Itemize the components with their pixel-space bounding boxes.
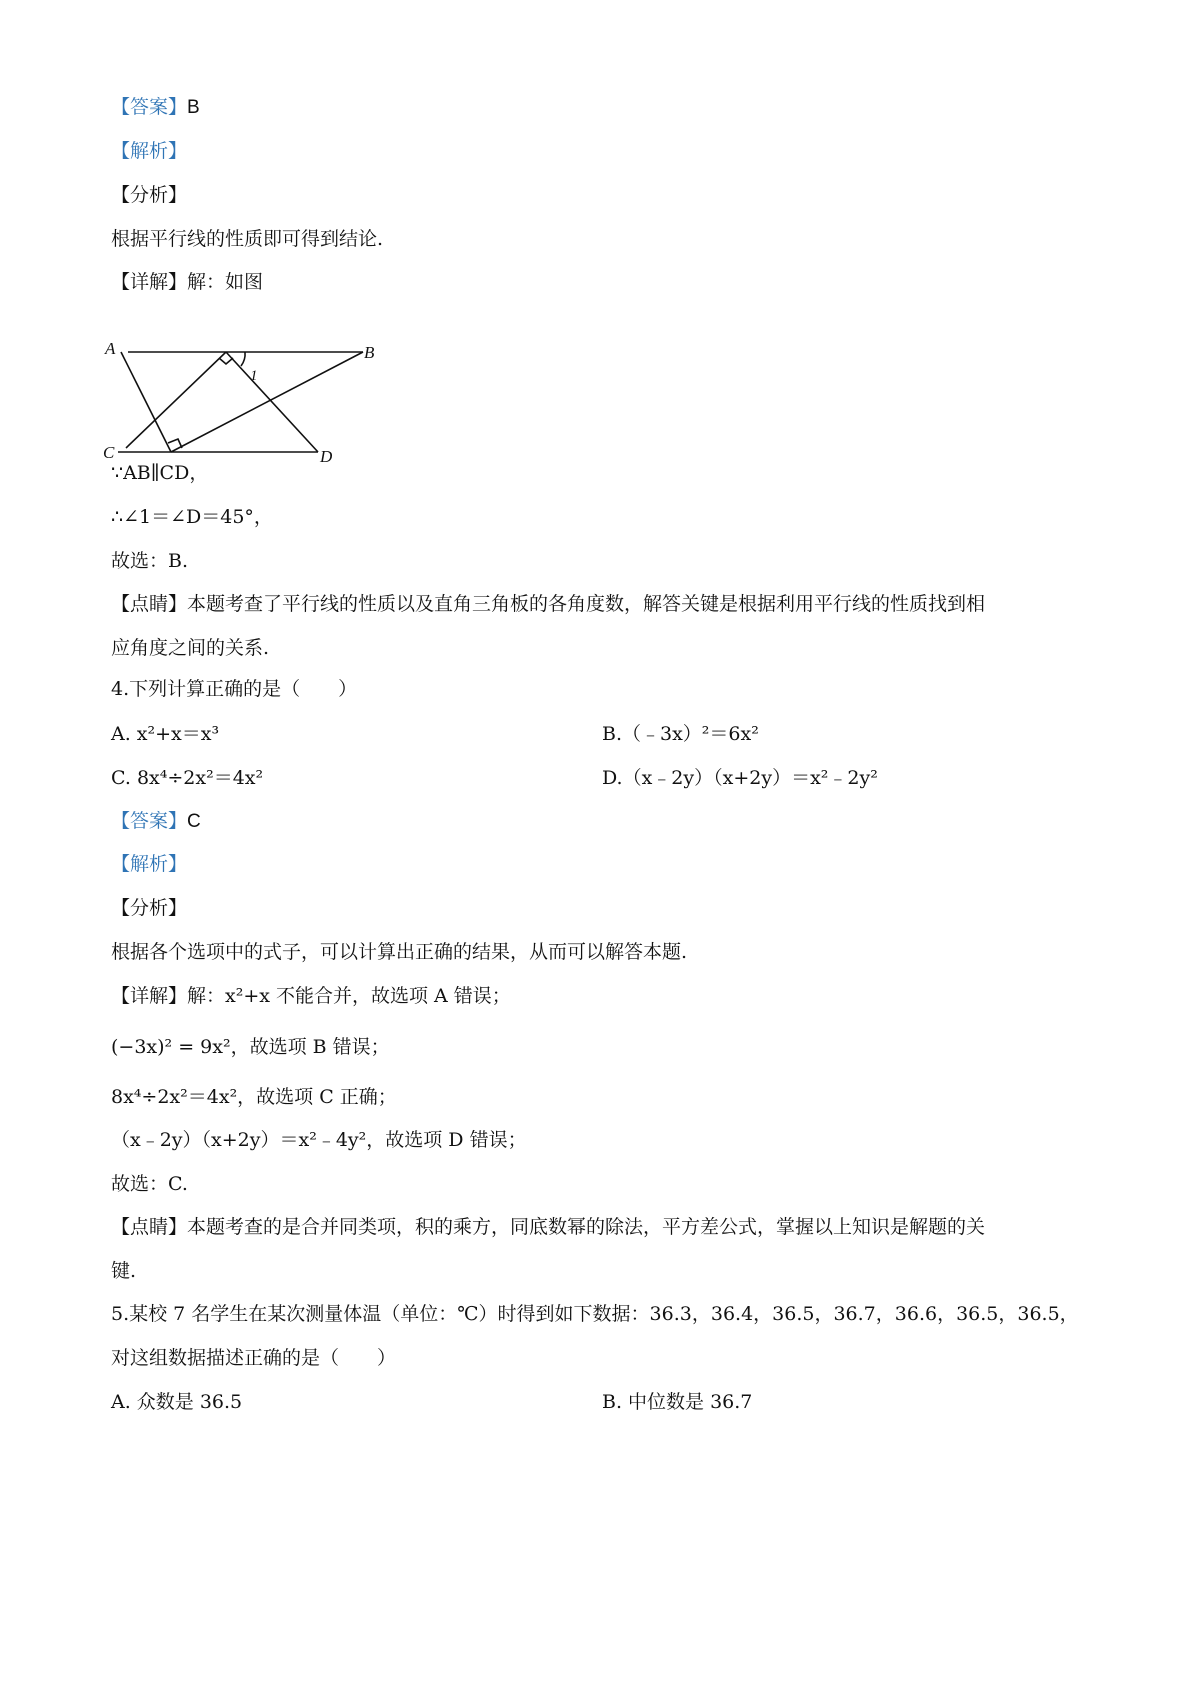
xiangjie-line-2: (−3x)² = 9x²，故选项 B 错误； — [111, 1036, 390, 1058]
line-a-right-angle — [121, 352, 171, 452]
line-c-top — [126, 352, 226, 448]
dianjing-line-2: 应角度之间的关系. — [111, 637, 270, 659]
xiangjie-line-1: 【详解】解：x²+x 不能合并，故选项 A 错误； — [111, 985, 511, 1007]
line-top-d — [226, 352, 318, 452]
answer-line-q3 — [111, 94, 200, 121]
therefore-line: ∴∠1＝∠D＝45°， — [111, 506, 273, 528]
answer-tag: 【答案】 — [111, 96, 188, 118]
q4-option-d: D.（x﹣2y）（x+2y）＝x²﹣2y² — [602, 767, 878, 789]
label-d: D — [320, 447, 333, 466]
because-line: ∵AB∥CD， — [111, 462, 209, 484]
q5-option-a: A. 众数是 36.5 — [111, 1391, 243, 1413]
choose-line: 故选：C. — [111, 1173, 188, 1195]
xiangjie-line-3: 8x⁴÷2x²＝4x²，故选项 C 正确； — [111, 1086, 397, 1108]
jiexi-tag: 【解析】 — [111, 853, 188, 875]
q5-option-b: B. 中位数是 36.7 — [602, 1391, 753, 1413]
choose-line: 故选：B. — [111, 550, 189, 572]
xiangjie-text: 【详解】解：如图 — [111, 271, 264, 293]
dianjing-line-2: 键. — [111, 1260, 137, 1282]
angle-1-arc — [241, 352, 245, 366]
fenxi-tag: 【分析】 — [111, 184, 188, 206]
jiexi-tag: 【解析】 — [111, 140, 188, 162]
parallel-lines-figure — [103, 336, 388, 476]
label-b: B — [364, 343, 375, 362]
xiangjie-line-4: （x﹣2y）（x+2y）＝x²﹣4y²，故选项 D 错误； — [111, 1129, 527, 1151]
answer-value: B — [187, 97, 200, 118]
label-c: C — [103, 443, 115, 462]
fenxi-text: 根据平行线的性质即可得到结论. — [111, 228, 384, 250]
right-angle-mark-top — [219, 358, 233, 364]
q4-option-b: B.（﹣3x）²＝6x² — [602, 723, 759, 745]
answer-value: C — [187, 811, 201, 832]
line-to-b — [171, 352, 363, 452]
question-5-stem-line-1: 5.某校 7 名学生在某次测量体温（单位：℃）时得到如下数据：36.3，36.4，36.5，36.7，36.6，36.5，36.5， — [111, 1303, 1079, 1325]
question-5-stem-line-2: 对这组数据描述正确的是（ ） — [111, 1347, 397, 1369]
question-4-stem: 4.下列计算正确的是（ ） — [111, 678, 358, 700]
fenxi-tag: 【分析】 — [111, 897, 188, 919]
fenxi-text: 根据各个选项中的式子，可以计算出正确的结果，从而可以解答本题. — [111, 941, 688, 963]
q4-option-c: C. 8x⁴÷2x²＝4x² — [111, 767, 264, 789]
dianjing-line-1: 【点睛】本题考查的是合并同类项，积的乘方，同底数幂的除法，平方差公式，掌握以上知识是解题的关 — [111, 1216, 986, 1238]
q4-option-a: A. x²+x＝x³ — [111, 723, 220, 745]
answer-line-q4 — [111, 808, 201, 835]
answer-tag: 【答案】 — [111, 810, 188, 832]
dianjing-line-1: 【点睛】本题考查了平行线的性质以及直角三角板的各角度数，解答关键是根据利用平行线的性质找到相 — [111, 593, 986, 615]
label-a: A — [105, 339, 116, 358]
label-angle-1: 1 — [250, 368, 258, 384]
